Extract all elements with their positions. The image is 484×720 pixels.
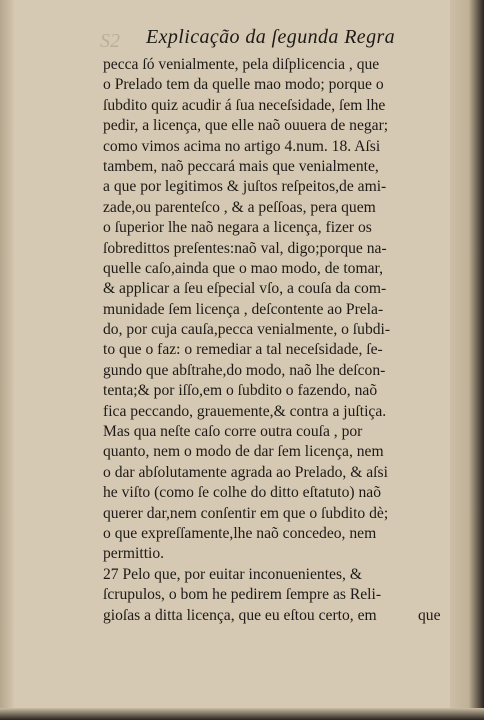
text-line: munidade ſem licença , deſcontente ao Prela- bbox=[103, 300, 384, 318]
text-line: fica peccando, grauemente,& contra a juſtiça. bbox=[103, 402, 387, 420]
page-bottom-shadow bbox=[0, 708, 484, 720]
text-line: o dar abſolutamente agrada ao Prelado, & aſsi bbox=[103, 463, 388, 481]
text-line: & applicar a ſeu eſpecial vſo, a couſa da com- bbox=[103, 280, 387, 298]
text-line: quelle caſo,ainda que o mao modo, de tomar, bbox=[103, 259, 383, 277]
body-text bbox=[103, 55, 443, 626]
paragraph-start-line: 27 Pelo que, por euitar inconuenientes, & bbox=[103, 565, 362, 583]
page-number-mark: S2 bbox=[100, 30, 120, 52]
text-line: zade,ou parenteſco , & a peſſoas, pera quem bbox=[103, 198, 376, 216]
text-line: gioſas a ditta licença, que eu eſtou certo, em bbox=[103, 606, 377, 624]
text-line: o Prelado tem da quelle mao modo; porque o bbox=[103, 76, 384, 94]
text-line: o ſuperior lhe naõ negara a licença, fizer os bbox=[103, 219, 372, 237]
text-line: querer dar,nem conſentir em que o ſubdito dè; bbox=[103, 504, 389, 522]
text-line: gundo que abſtrahe,do modo, naõ lhe deſcon- bbox=[103, 361, 386, 379]
text-line: tenta;& por iſſo,em o ſubdito o fazendo, naõ bbox=[103, 382, 378, 400]
text-line: to que o faz: o remediar a tal neceſsidade, ſe- bbox=[103, 341, 383, 359]
running-head: Explicação da ſegunda Regra bbox=[146, 26, 396, 48]
text-line: ſcrupulos, o bom he pedirem ſempre as Reli- bbox=[103, 586, 382, 604]
text-line: ſubdito quiz acudir á ſua neceſsidade, ſem lhe bbox=[103, 96, 386, 114]
text-line: Mas qua neſte caſo corre outra couſa , por bbox=[103, 423, 363, 441]
catchword: que bbox=[418, 607, 441, 624]
text-line: como vimos acima no artigo 4.num. 18. Aſsi bbox=[103, 137, 381, 155]
text-line: he viſto (como ſe colhe do ditto eſtatuto) naõ bbox=[103, 484, 382, 502]
text-line: permittio. bbox=[103, 545, 165, 563]
text-line: tambem, naõ peccará mais que venialmente, bbox=[103, 157, 379, 175]
page-gutter-shadow bbox=[0, 0, 14, 720]
text-line: o que expreſſamente,lhe naõ concedeo, nem bbox=[103, 524, 377, 542]
text-line: a que por legitimos & juſtos reſpeitos,de ami- bbox=[103, 178, 387, 196]
text-line: do, por cuja cauſa,pecca venialmente, o ſubdi- bbox=[103, 321, 391, 339]
text-line: ſobredittos preſentes:naõ val, digo;porque na- bbox=[103, 239, 387, 257]
text-line: pecca ſó venialmente, pela diſplicencia , que bbox=[103, 56, 380, 73]
text-line: quanto, nem o modo de dar ſem licença, nem bbox=[103, 443, 384, 461]
page-edge-shadow bbox=[450, 0, 484, 720]
text-line: pedir, a licença, que elle naõ ouuera de negar; bbox=[103, 117, 389, 135]
